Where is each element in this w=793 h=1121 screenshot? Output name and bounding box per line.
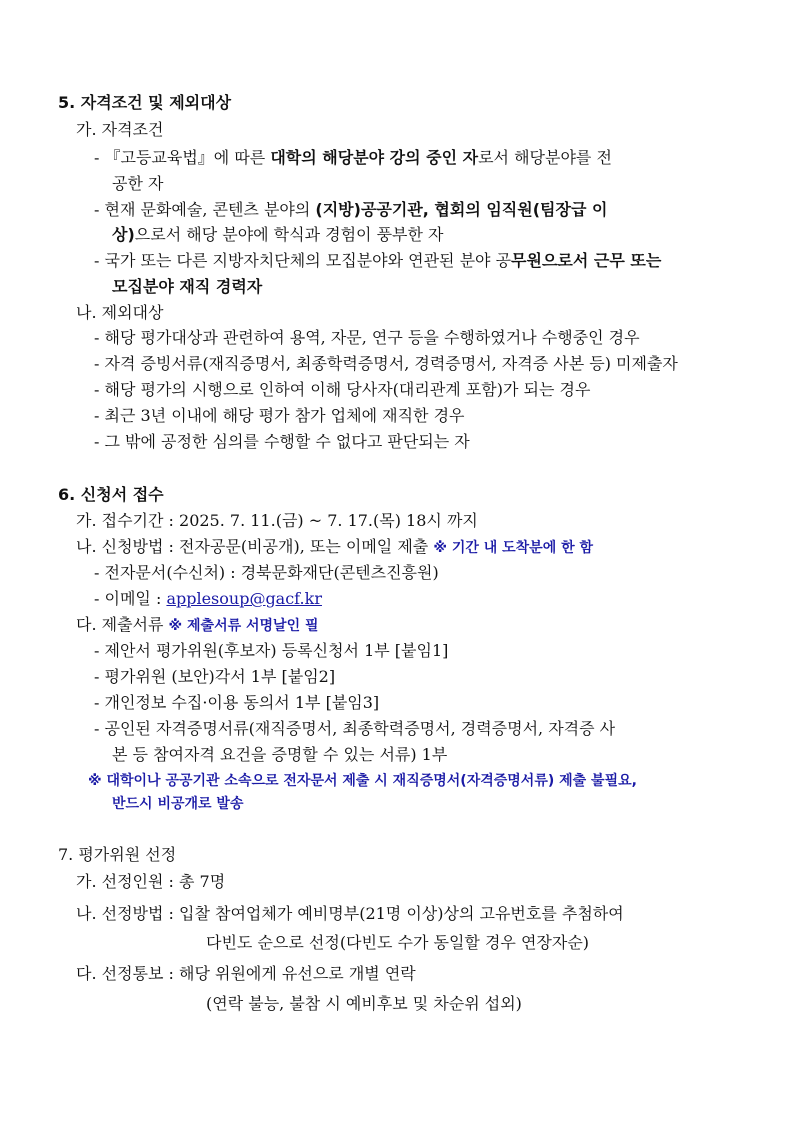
s5b-item: - 최근 3년 이내에 해당 평가 참가 업체에 재직한 경우	[94, 406, 465, 425]
s6-method-item-2: - 이메일 : applesoup@gacf.kr	[94, 589, 322, 608]
s6-notice-cont: 반드시 비공개로 발송	[112, 796, 244, 812]
s5a-item-1-cont: 공한 자	[112, 174, 164, 193]
s6-notice: ※ 대학이나 공공기관 소속으로 전자문서 제출 시 재직증명서(자격증명서류) 제출 불필요,	[88, 773, 637, 789]
s5b-item: - 해당 평가대상과 관련하여 용역, 자문, 연구 등을 수행하였거나 수행중인 경우	[94, 328, 640, 347]
s6-doc-item: - 평가위원 (보안)각서 1부 [붙임2]	[94, 667, 336, 686]
s6-method: 나. 신청방법 : 전자공문(비공개), 또는 이메일 제출 ※ 기간 내 도착분에 한 함	[76, 537, 594, 556]
section-6-title: 6. 신청서 접수	[58, 485, 164, 504]
s6-doc-item-4: - 공인된 자격증명서류(재직증명서, 최종학력증명서, 경력증명서, 자격증 사	[94, 719, 616, 738]
s6-doc-item-4-cont: 본 등 참여자격 요건을 증명할 수 있는 서류) 1부	[112, 745, 448, 764]
s5a-item-2-cont: 상)으로서 해당 분야에 학식과 경험이 풍부한 자	[112, 225, 444, 244]
s5b-item: - 그 밖에 공정한 심의를 수행할 수 없다고 판단되는 자	[94, 432, 470, 451]
s5a-item-3: - 국가 또는 다른 지방자치단체의 모집분야와 연관된 분야 공무원으로서 근무 또는	[94, 251, 662, 270]
section-5b-title: 나. 제외대상	[76, 303, 164, 322]
s7-notify: 다. 선정통보 : 해당 위원에게 유선으로 개별 연락	[76, 964, 416, 983]
s5b-item: - 해당 평가의 시행으로 인하여 이해 당사자(대리관계 포함)가 되는 경우	[94, 380, 591, 399]
s7-method-cont: 다빈도 순으로 선정(다빈도 수가 동일할 경우 연장자순)	[206, 933, 590, 952]
s5a-item-3-cont: 모집분야 재직 경력자	[112, 277, 263, 296]
s5b-item: - 자격 증빙서류(재직증명서, 최종학력증명서, 경력증명서, 자격증 사본 등) 미제출자	[94, 354, 678, 373]
s6-doc-item: - 제안서 평가위원(후보자) 등록신청서 1부 [붙임1]	[94, 641, 449, 660]
s7-count: 가. 선정인원 : 총 7명	[76, 872, 226, 891]
s6-method-note: ※ 기간 내 도착분에 한 함	[433, 540, 594, 556]
section-7-title: 7. 평가위원 선정	[58, 845, 177, 864]
s6-period: 가. 접수기간 : 2025. 7. 11.(금) ~ 7. 17.(목) 18시 까지	[76, 511, 478, 530]
s6-method-item-1: - 전자문서(수신처) : 경북문화재단(콘텐츠진흥원)	[94, 563, 439, 582]
s6-documents: 다. 제출서류 ※ 제출서류 서명날인 필	[76, 615, 319, 634]
s5a-item-1: - 『고등교육법』에 따른 대학의 해당분야 강의 중인 자로서 해당분야를 전	[94, 148, 612, 167]
s6-doc-item: - 개인정보 수집·이용 동의서 1부 [붙임3]	[94, 693, 380, 712]
section-5-title: 5. 자격조건 및 제외대상	[58, 93, 232, 112]
s7-method: 나. 선정방법 : 입찰 참여업체가 예비명부(21명 이상)상의 고유번호를 추첨하여	[76, 904, 624, 923]
s5a-item-2: - 현재 문화예술, 콘텐츠 분야의 (지방)공공기관, 협회의 임직원(팀장급 이	[94, 200, 608, 219]
s7-notify-cont: (연락 불능, 불참 시 예비후보 및 차순위 섭외)	[206, 994, 522, 1013]
s6-documents-note: ※ 제출서류 서명날인 필	[168, 618, 319, 634]
section-5a-title: 가. 자격조건	[76, 120, 164, 139]
email-link[interactable]: applesoup@gacf.kr	[166, 589, 322, 608]
